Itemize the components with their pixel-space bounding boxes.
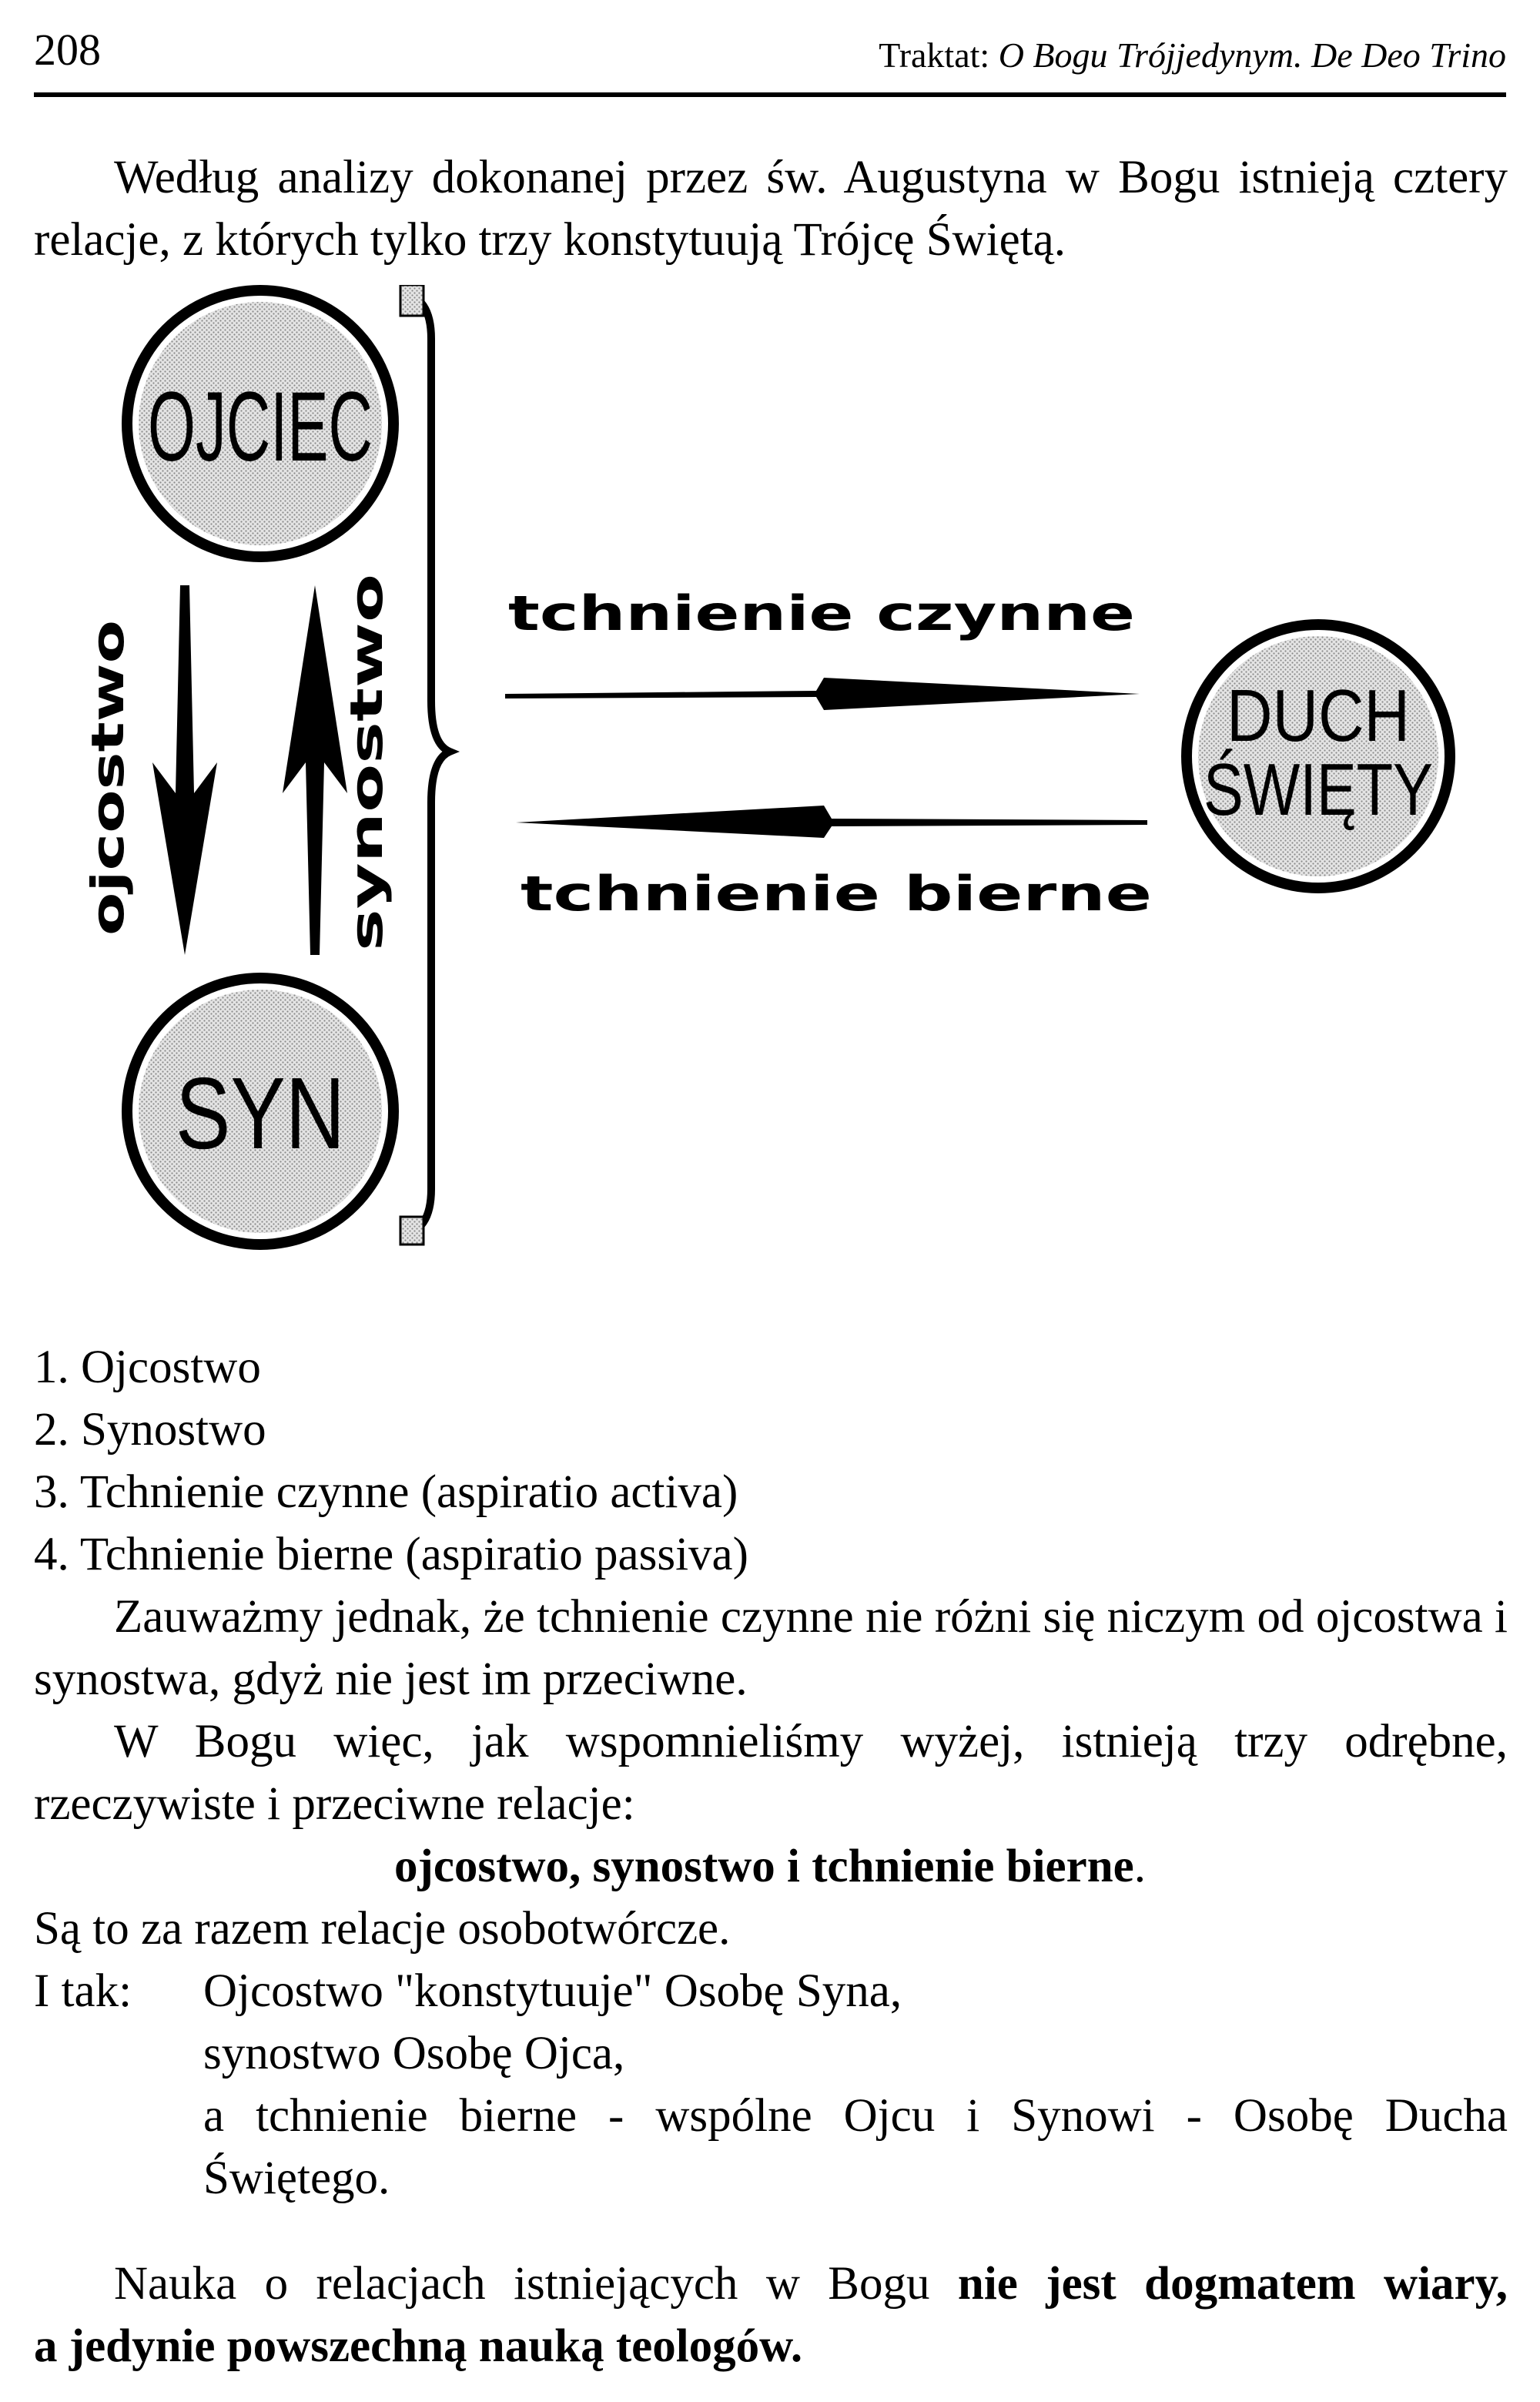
brace (400, 285, 450, 1245)
father-label: OJCIEC (148, 372, 373, 482)
list-item: 2. Synostwo (34, 1404, 266, 1456)
filiation-arrow (283, 585, 347, 955)
header-rule (34, 92, 1506, 97)
paragraph-trzy-relacje: W Bogu więc, jak wspomnieliśmy wyżej, istnieją trzy odrębne, rzeczywiste i przeciwne relacje: (34, 1716, 1508, 1830)
list-item: 4. Tchnienie bierne (aspiratio passiva) (34, 1529, 748, 1580)
holy-spirit-label-line2: ŚWIĘTY (1204, 749, 1488, 831)
holy-spirit-node (1181, 619, 1488, 893)
trinity-relations-diagram (0, 285, 1540, 1263)
relations-bold: ojcostwo, synostwo i tchnienie bierne (394, 1841, 1134, 1892)
itak-line: Ojcostwo "konstytuuje" Osobę Syna, (203, 1965, 902, 2017)
filiation-label: synostwo (340, 712, 393, 951)
son-node (122, 973, 399, 1250)
list-item: 3. Tchnienie czynne (aspiratio activa) (34, 1466, 738, 1518)
final-paragraph-line2: a jedynie powszechną nauką teologów. (34, 2320, 803, 2372)
paragraph-tchnienie-czynne: Zauważmy jednak, że tchnienie czynne nie różni się niczym od ojcostwa i synostwa, gdyż nie jest im przeciwne. (34, 1591, 1508, 1705)
son-label: SYN (176, 1057, 345, 1170)
running-header-prefix: Traktat: (879, 35, 999, 75)
final-bold-1: nie jest dogmatem wiary, (957, 2258, 1508, 2310)
intro-paragraph: Według analizy dokonanej przez św. Augustyna w Bogu istnieją cztery relacje, z których tylko trzy konstytuują Trójcę Świętą. (34, 152, 1508, 266)
relations-end: . (1133, 1841, 1146, 1892)
passive-spiration-label: tchnienie bierne (521, 866, 1152, 922)
active-spiration-arrow (505, 678, 1140, 710)
running-header-italic: O Bogu Trójjedynym. De Deo Trino (998, 35, 1506, 75)
itak-line: Świętego. (203, 2152, 390, 2204)
holy-spirit-label-line1: DUCH (1227, 675, 1410, 757)
running-header (879, 34, 1506, 77)
final-regular: Nauka o relacjach istniejących w Bogu (114, 2258, 958, 2310)
passive-spiration-arrow (516, 806, 1147, 838)
paternity-arrow (152, 585, 217, 955)
final-paragraph-line1 (114, 2253, 1508, 2315)
itak-line: synostwo Osobę Ojca, (203, 2028, 625, 2079)
relations-statement (0, 1835, 1540, 1898)
paragraph-osobotworcze: Są to za razem relacje osobotwórcze. (34, 1903, 731, 1955)
list-item: 1. Ojcostwo (34, 1342, 261, 1393)
page-number: 208 (34, 25, 101, 75)
paternity-label: ojcostwo (82, 712, 134, 936)
active-spiration-label: tchnienie czynne (508, 585, 1135, 642)
itak-label: I tak: (34, 1965, 132, 2017)
father-node (122, 285, 399, 562)
itak-line: a tchnienie bierne - wspólne Ojcu i Synowi - Osobę Ducha (203, 2090, 1508, 2142)
